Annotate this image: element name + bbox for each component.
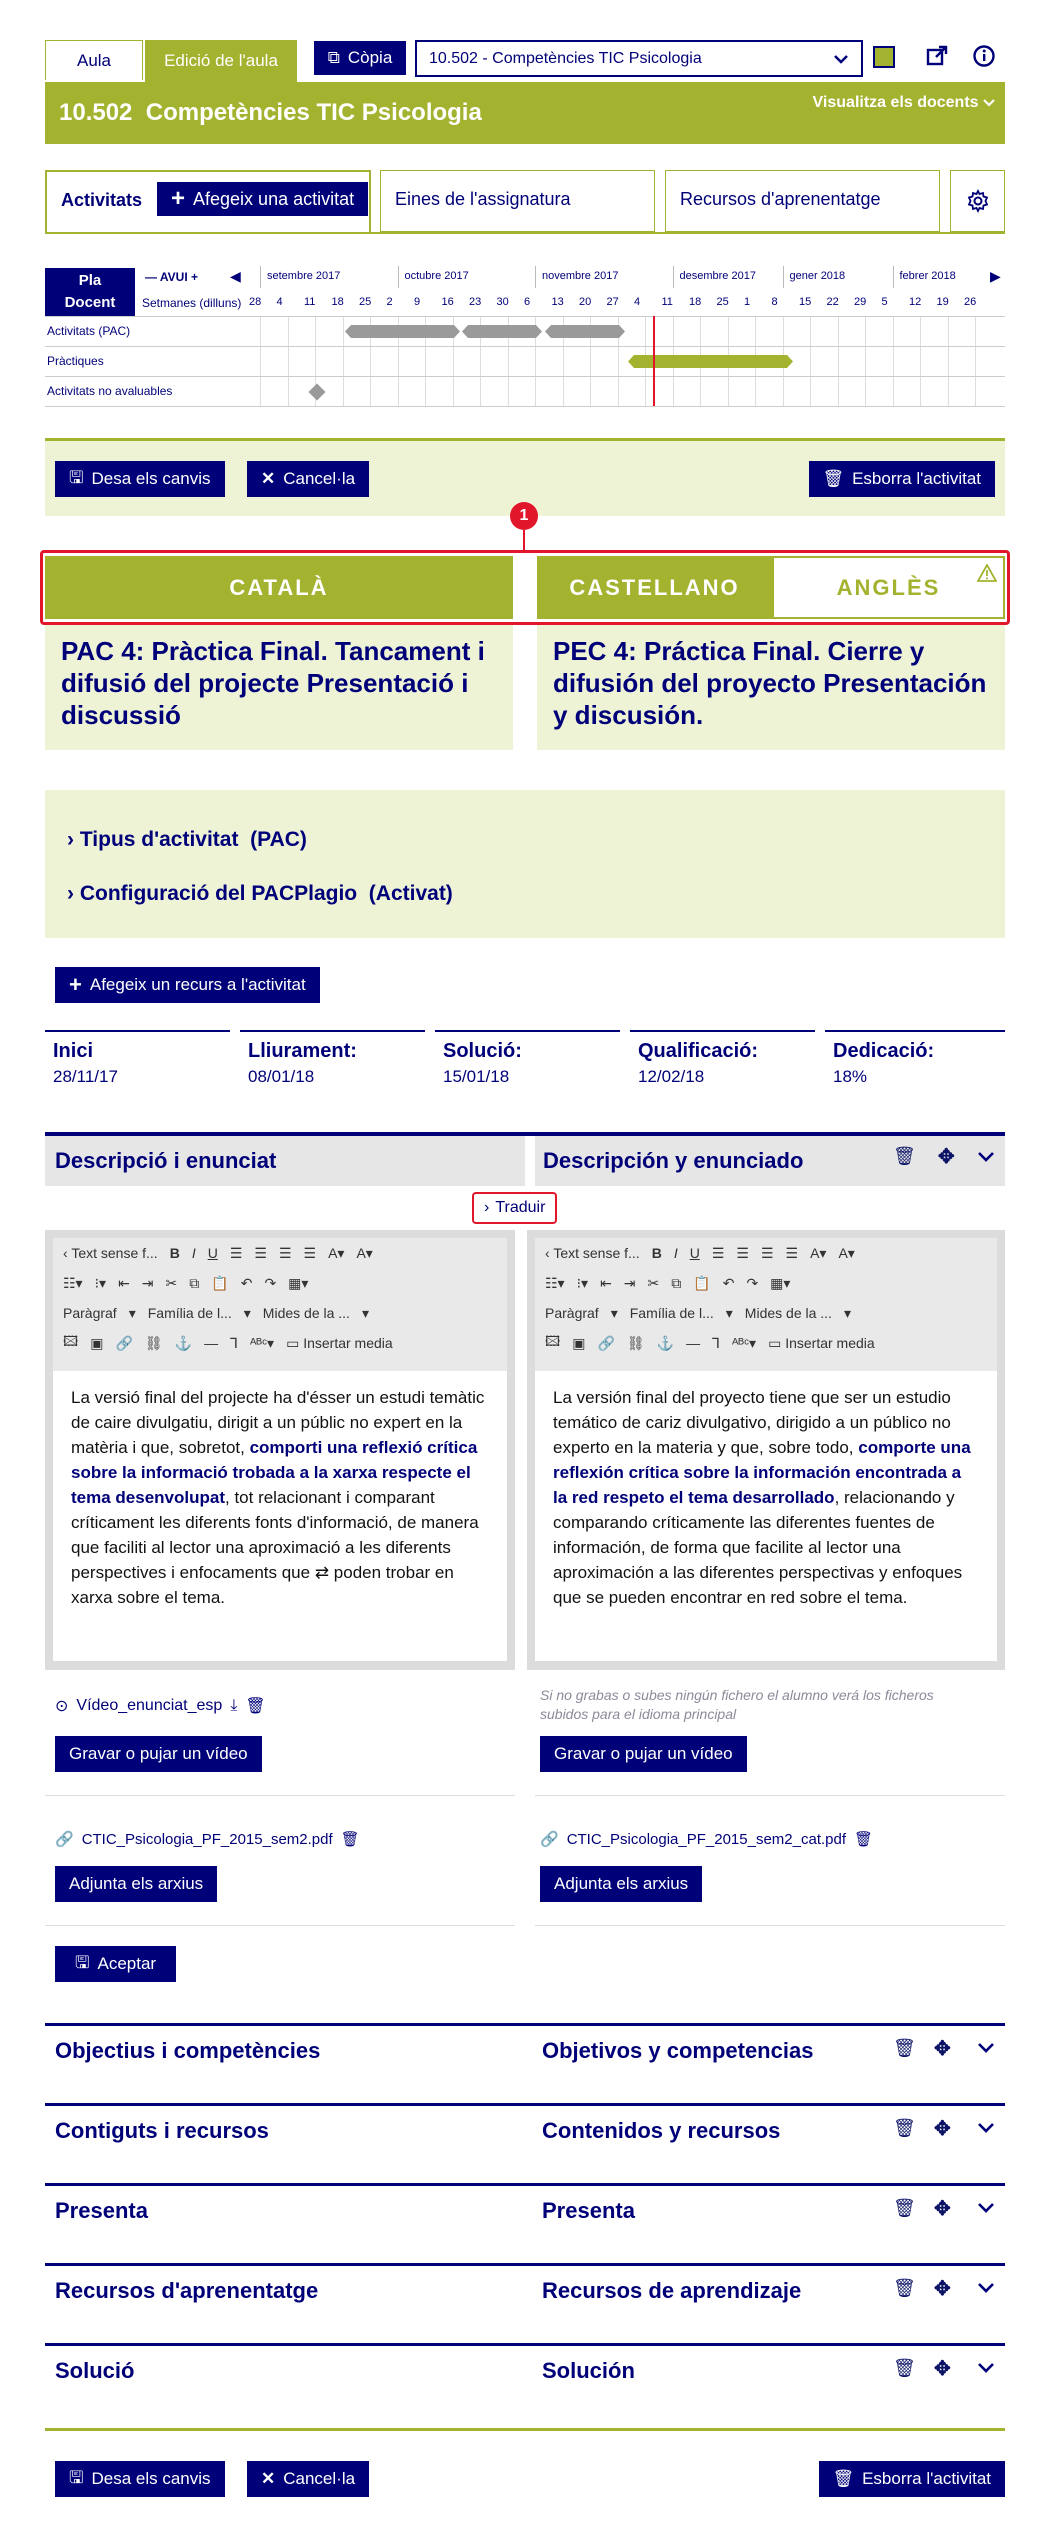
- hr-icon[interactable]: —: [204, 1335, 219, 1351]
- section-title-ca: Recursos d'aprenentatge: [55, 2278, 319, 2303]
- gantt-week: 12: [909, 296, 922, 308]
- gantt-week: 8: [771, 296, 778, 308]
- chevron-down-icon: ▾: [610, 1304, 618, 1321]
- align-left-icon[interactable]: ☰: [229, 1244, 243, 1261]
- editor-ca-frame: [45, 1230, 515, 1670]
- paste-icon[interactable]: 📋: [693, 1274, 711, 1291]
- gear-icon: [966, 189, 990, 213]
- desc-header-es: Descripción y enunciado: [535, 1136, 1005, 1186]
- gantt-week: 18: [689, 296, 702, 308]
- desc-header-ca: Descripció i enunciat: [45, 1136, 525, 1186]
- gantt-week: 13: [551, 296, 564, 308]
- gantt-week: 18: [331, 296, 344, 308]
- section-title-es: Objetivos y competencias: [542, 2038, 814, 2063]
- config-plagio[interactable]: › Configuració del PACPlagio (Activat): [67, 882, 453, 905]
- date-field: [825, 1030, 1005, 1100]
- font-family-select[interactable]: Família de l...: [147, 1305, 232, 1321]
- paragraph-select[interactable]: Paràgraf: [545, 1305, 599, 1321]
- lang-tab-es[interactable]: CASTELLANO: [537, 556, 772, 619]
- add-resource-button[interactable]: + Afegeix un recurs a l'activitat: [55, 967, 320, 1003]
- gantt-week: 16: [441, 296, 454, 308]
- cursor-icon: ⇄: [314, 1563, 330, 1582]
- copy-icon: ⧉: [327, 48, 340, 67]
- gantt-divider: [783, 266, 784, 288]
- title-es-panel: [537, 625, 1005, 750]
- outdent-icon[interactable]: ⇤: [600, 1274, 612, 1291]
- gantt-month: desembre 2017: [679, 270, 756, 282]
- section-title-es: Contenidos y recursos: [542, 2118, 781, 2143]
- gantt-row-label: Activitats (PAC): [47, 324, 131, 338]
- indent-icon[interactable]: ⇥: [623, 1274, 636, 1291]
- warning-icon: [977, 564, 997, 582]
- save-button[interactable]: 🖫 Desa els canvis: [55, 461, 225, 497]
- unlink-icon[interactable]: ⛓: [144, 1334, 163, 1351]
- color-square-button[interactable]: [873, 46, 895, 68]
- accept-button[interactable]: 🖫 Aceptar: [55, 1946, 176, 1982]
- gantt-week: 6: [524, 296, 531, 308]
- gantt-gridline: [920, 316, 921, 406]
- date-field: [630, 1030, 815, 1100]
- record-video-button-es[interactable]: Gravar o pujar un vídeo: [540, 1736, 747, 1772]
- gantt-month: setembre 2017: [267, 270, 341, 282]
- video-file-ca[interactable]: ⊙ Vídeo_enunciat_esp ⤓ 🗑: [55, 1697, 266, 1715]
- chevron-down-icon[interactable]: [977, 1151, 995, 1163]
- view-docents-button[interactable]: Visualitza els docents: [813, 94, 995, 112]
- editor-ca-toolbar: [53, 1238, 507, 1371]
- gantt-rowline: [45, 376, 1005, 377]
- bold-icon[interactable]: B: [651, 1245, 662, 1261]
- section-title-ca: Contiguts i recursos: [55, 2118, 269, 2143]
- attach-file-ca[interactable]: 🔗 CTIC_Psicologia_PF_2015_sem2.pdf 🗑: [55, 1830, 360, 1848]
- highlight-icon[interactable]: A▾: [838, 1244, 855, 1261]
- save-icon: 🖫: [69, 467, 84, 487]
- align-right-icon[interactable]: ☰: [760, 1244, 774, 1261]
- insert-media-button[interactable]: ▭ Insertar media: [768, 1334, 875, 1351]
- tipus-activitat[interactable]: › Tipus d'activitat (PAC): [67, 828, 307, 851]
- divider: [45, 1925, 515, 1926]
- gantt-setmanes: Setmanes (dilluns): [142, 296, 242, 310]
- page-title: 10.502 Competències TIC Psicologia: [59, 99, 482, 126]
- tab-recursos[interactable]: Recursos d'aprenentatge: [665, 170, 940, 232]
- section-row[interactable]: [45, 2023, 1005, 2075]
- font-color-icon[interactable]: A▾: [328, 1244, 345, 1261]
- image-icon[interactable]: 🖾: [545, 1333, 561, 1349]
- date-value[interactable]: 18%: [833, 1067, 868, 1086]
- save-icon: 🖫: [75, 1952, 90, 1972]
- bullet-list-icon[interactable]: ☷▾: [63, 1274, 83, 1291]
- info-icon[interactable]: [972, 44, 998, 70]
- activity-title-ca[interactable]: PAC 4: Pràctica Final. Tancament i difusió del projecte Presentació i discussió: [61, 636, 485, 730]
- chevron-down-icon[interactable]: [977, 2122, 995, 2134]
- date-value[interactable]: 12/02/18: [638, 1067, 705, 1086]
- align-right-icon[interactable]: ☰: [278, 1244, 292, 1261]
- outdent-icon[interactable]: ⇤: [118, 1274, 130, 1291]
- copy-icon[interactable]: ⧉: [189, 1274, 200, 1291]
- copy-icon[interactable]: ⧉: [671, 1274, 682, 1291]
- spellcheck-icon[interactable]: ᴬᴮᶜ▾: [731, 1334, 757, 1351]
- gantt-week: 26: [964, 296, 977, 308]
- gantt-week: 1: [744, 296, 751, 308]
- move-icon[interactable]: ✥: [934, 2118, 951, 2140]
- attach-file-es[interactable]: 🔗 CTIC_Psicologia_PF_2015_sem2_cat.pdf 🗑: [540, 1830, 874, 1848]
- gantt-gridline: [343, 316, 344, 406]
- gantt-bar-pac[interactable]: [462, 325, 542, 338]
- gantt-week: 29: [854, 296, 867, 308]
- date-value[interactable]: 08/01/18: [248, 1067, 315, 1086]
- close-icon: ✕: [261, 2469, 276, 2488]
- chevron-down-icon[interactable]: [977, 2282, 995, 2294]
- gantt-week: 30: [496, 296, 509, 308]
- tab-edicio[interactable]: Edició de l'aula: [145, 40, 297, 82]
- gantt-week: 27: [606, 296, 619, 308]
- trash-icon[interactable]: 🗑: [893, 2198, 916, 2218]
- callout-line: [523, 530, 525, 550]
- trash-icon: 🗑: [832, 2469, 855, 2488]
- trash-icon[interactable]: 🗑: [893, 1146, 916, 1166]
- plus-icon: +: [69, 972, 82, 997]
- action-rule: [45, 2428, 1005, 2431]
- chevron-down-icon: ▾: [725, 1304, 733, 1321]
- title-ca-panel: [45, 625, 513, 750]
- video-note-es: Si no grabas o subes ningún fichero el alumno verá los ficheros subidos para el idioma principal: [540, 1687, 934, 1722]
- download-icon[interactable]: ⤓: [230, 1697, 238, 1714]
- add-activity-button[interactable]: + Afegeix una activitat: [157, 182, 368, 216]
- editor-ca-content[interactable]: La versió final del projecte ha d'ésser un estudi temàtic de caire divulgatiu, dirigit a un públic no expert en la matèria i que, sobretot, comporti una reflexió crítica sobre la informació trobada a la xarxa respecte el tema desenvolupat, tot relacionant i comparant críticament les diferents fonts d'informació, de manera que faciliti al lector una aproximació a les diferents perspectives i enfocaments que ⇄ poden trobar en xarxa sobre el tema.: [53, 1371, 507, 1661]
- delete-activity-button-bottom[interactable]: 🗑 Esborra l'activitat: [819, 2461, 1006, 2497]
- align-left-icon[interactable]: ☰: [711, 1244, 725, 1261]
- gantt-week: 28: [249, 296, 262, 308]
- underline-icon[interactable]: U: [689, 1245, 700, 1261]
- trash-icon[interactable]: 🗑: [893, 2038, 916, 2058]
- divider: [45, 1795, 515, 1796]
- move-icon[interactable]: ✥: [934, 2198, 951, 2220]
- date-field: [240, 1030, 425, 1100]
- link-icon: 🔗: [540, 1831, 559, 1848]
- trash-icon[interactable]: 🗑: [893, 2278, 916, 2298]
- gantt-bar-pac[interactable]: [345, 325, 460, 338]
- gantt-bar-pac[interactable]: [545, 325, 625, 338]
- gantt: [45, 262, 1005, 412]
- gantt-rowline: [45, 346, 1005, 347]
- date-field: [45, 1030, 230, 1100]
- gantt-row-label: Pràctiques: [47, 354, 104, 368]
- gantt-month: febrer 2018: [899, 270, 956, 282]
- cancel-button-bottom[interactable]: ✕ Cancel·la: [247, 2461, 369, 2497]
- section-title-es: Recursos de aprendizaje: [542, 2278, 802, 2303]
- justify-icon[interactable]: ☰: [785, 1244, 799, 1261]
- justify-icon[interactable]: ☰: [303, 1244, 317, 1261]
- gantt-row-label: Activitats no avaluables: [47, 384, 173, 398]
- gantt-week: 9: [414, 296, 421, 308]
- unlink-icon[interactable]: ⛓: [626, 1334, 645, 1351]
- gantt-week: 19: [936, 296, 949, 308]
- image-icon[interactable]: 🖾: [63, 1333, 79, 1349]
- link-icon[interactable]: 🔗: [597, 1334, 615, 1351]
- copy-button[interactable]: ⧉ Còpia: [314, 41, 406, 75]
- header-bar: [45, 82, 1005, 144]
- record-video-button-ca[interactable]: Gravar o pujar un vídeo: [55, 1736, 262, 1772]
- lang-tab-en[interactable]: ANGLÈS: [772, 556, 1005, 619]
- redo-icon[interactable]: ↷: [264, 1274, 277, 1291]
- tab-underline: [45, 232, 1005, 234]
- gantt-gridline: [838, 316, 839, 406]
- delete-activity-button[interactable]: 🗑 Esborra l'activitat: [809, 461, 996, 497]
- gantt-gridline: [975, 316, 976, 406]
- gantt-next-icon[interactable]: ▶: [990, 268, 1001, 284]
- underline-icon[interactable]: U: [207, 1245, 218, 1261]
- date-label: Lliurament:: [248, 1040, 357, 1062]
- section-title-ca: Objectius i competències: [55, 2038, 321, 2063]
- gantt-week: 4: [276, 296, 283, 308]
- editor-es-frame: [527, 1230, 1005, 1670]
- gantt-gridline: [948, 316, 949, 406]
- text-style-select[interactable]: ‹ Text sense f...: [545, 1245, 640, 1261]
- chevron-down-icon[interactable]: [977, 2042, 995, 2054]
- section-title-es: Presenta: [542, 2198, 635, 2223]
- move-icon[interactable]: ✥: [934, 2358, 951, 2380]
- chevron-down-icon: ▾: [843, 1304, 851, 1321]
- font-color-icon[interactable]: A▾: [810, 1244, 827, 1261]
- font-size-select[interactable]: Mides de la ...: [262, 1305, 350, 1321]
- chevron-down-icon[interactable]: [977, 2362, 995, 2374]
- move-icon[interactable]: ✥: [937, 1146, 955, 1168]
- settings-button[interactable]: [950, 170, 1005, 232]
- anchor-icon[interactable]: ⚓: [174, 1334, 193, 1351]
- chevron-down-icon: [833, 53, 849, 65]
- attach-button-ca[interactable]: Adjunta els arxius: [55, 1866, 217, 1902]
- chevron-down-icon: ▾: [243, 1304, 251, 1321]
- font-family-select[interactable]: Família de l...: [629, 1305, 714, 1321]
- section-row[interactable]: [45, 2263, 1005, 2315]
- cut-icon[interactable]: ✂: [647, 1274, 660, 1291]
- attach-button-es[interactable]: Adjunta els arxius: [540, 1866, 702, 1902]
- text-style-select[interactable]: ‹ Text sense f...: [63, 1245, 158, 1261]
- gantt-milestone[interactable]: [309, 384, 326, 401]
- number-list-icon[interactable]: ⁝▾: [94, 1274, 107, 1291]
- pla-docent: Pla Docent: [45, 268, 135, 316]
- translate-button[interactable]: › Traduir: [472, 1192, 557, 1224]
- bullet-list-icon[interactable]: ☷▾: [545, 1274, 565, 1291]
- gantt-week: 5: [881, 296, 888, 308]
- gantt-week: 4: [634, 296, 641, 308]
- date-label: Inici: [53, 1040, 94, 1062]
- gantt-rowline: [45, 406, 1005, 407]
- paragraph-select[interactable]: Paràgraf: [63, 1305, 117, 1321]
- align-center-icon[interactable]: ☰: [736, 1244, 749, 1261]
- section-row[interactable]: [45, 2183, 1005, 2235]
- chevron-down-icon: ▾: [128, 1304, 136, 1321]
- callout-badge: 1: [510, 502, 538, 530]
- editor-es-content[interactable]: La versión final del proyecto tiene que ser un estudio temático de cariz divulgativo, dirigido a un público no experto en la materia y que, sobre todo, comporte una reflexión crítica sobre la información encontrada a la red respeto el tema desarrollado, relacionando y comparando críticamente las diferentes fuentes de información, de forma que facilite al lector una aproximación a las diferentes perspectivas y enfoques que se pueden encontrar en red sobre el tema.: [535, 1371, 997, 1661]
- gantt-week: 15: [799, 296, 812, 308]
- editor-es-toolbar: [535, 1238, 997, 1371]
- gantt-divider: [673, 266, 674, 288]
- plus-icon: +: [171, 185, 186, 212]
- section-title-es: Solución: [542, 2358, 635, 2383]
- gantt-gridline: [810, 316, 811, 406]
- cut-icon[interactable]: ✂: [165, 1274, 178, 1291]
- video-icon[interactable]: ▣: [90, 1334, 104, 1351]
- divider: [535, 1925, 1005, 1926]
- chevron-down-icon[interactable]: [977, 2202, 995, 2214]
- tab-eines[interactable]: Eines de l'assignatura: [380, 170, 655, 232]
- align-center-icon[interactable]: ☰: [254, 1244, 267, 1261]
- section-title-ca: Presenta: [55, 2198, 148, 2223]
- gantt-week: 23: [469, 296, 482, 308]
- tab-activitats[interactable]: Activitats + Afegeix una activitat: [45, 170, 371, 232]
- external-link-icon[interactable]: [925, 44, 951, 70]
- save-button-bottom[interactable]: 🖫 Desa els canvis: [55, 2461, 225, 2497]
- highlight-icon[interactable]: A▾: [356, 1244, 373, 1261]
- anchor-icon[interactable]: ⚓: [656, 1334, 675, 1351]
- gantt-week: 22: [826, 296, 839, 308]
- gantt-week: 11: [661, 296, 673, 308]
- gantt-divider: [398, 266, 399, 288]
- redo-icon[interactable]: ↷: [746, 1274, 759, 1291]
- video-icon[interactable]: ▣: [572, 1334, 586, 1351]
- gantt-divider: [893, 266, 894, 288]
- link-icon: 🔗: [55, 1831, 74, 1848]
- save-icon: 🖫: [69, 2467, 84, 2487]
- trash-icon[interactable]: 🗑: [340, 1831, 360, 1848]
- gantt-divider: [260, 266, 261, 288]
- gantt-month: novembre 2017: [542, 270, 619, 282]
- move-icon[interactable]: ✥: [934, 2038, 951, 2060]
- date-label: Qualificació:: [638, 1040, 759, 1062]
- activity-title-es[interactable]: PEC 4: Práctica Final. Cierre y difusión del proyecto Presentación y discusión.: [553, 636, 987, 730]
- lang-tab-ca[interactable]: CATALÀ: [45, 556, 513, 619]
- move-icon[interactable]: ✥: [934, 2278, 951, 2300]
- hr-icon[interactable]: —: [686, 1335, 701, 1351]
- gantt-week: 25: [716, 296, 729, 308]
- gantt-divider: [535, 266, 536, 288]
- spellcheck-icon[interactable]: ᴬᴮᶜ▾: [249, 1334, 275, 1351]
- date-value[interactable]: 28/11/17: [53, 1067, 118, 1086]
- insert-media-button[interactable]: ▭ Insertar media: [286, 1334, 393, 1351]
- trash-icon[interactable]: 🗑: [893, 2358, 916, 2378]
- gantt-week: 20: [579, 296, 592, 308]
- clear-format-icon[interactable]: Ꞁ: [712, 1334, 720, 1351]
- gantt-week: 11: [304, 296, 316, 308]
- bold-icon[interactable]: B: [169, 1245, 180, 1261]
- gantt-month: octubre 2017: [404, 270, 469, 282]
- close-icon: ✕: [261, 469, 276, 488]
- gantt-gridline: [893, 316, 894, 406]
- gantt-week: 2: [386, 296, 393, 308]
- undo-icon[interactable]: ↶: [722, 1274, 735, 1291]
- undo-icon[interactable]: ↶: [240, 1274, 253, 1291]
- date-label: Solució:: [443, 1040, 522, 1062]
- trash-icon[interactable]: 🗑: [245, 1698, 266, 1715]
- section-title-ca: Solució: [55, 2358, 135, 2383]
- table-icon[interactable]: ▦▾: [770, 1274, 791, 1291]
- gantt-gridline: [288, 316, 289, 406]
- trash-icon[interactable]: 🗑: [893, 2118, 916, 2138]
- divider: [535, 1795, 1005, 1796]
- tab-aula[interactable]: Aula: [45, 40, 143, 80]
- gantt-gridline: [260, 316, 261, 406]
- font-size-select[interactable]: Mides de la ...: [744, 1305, 832, 1321]
- gantt-rowline: [45, 316, 1005, 317]
- italic-icon[interactable]: I: [191, 1245, 196, 1261]
- chevron-down-icon: [983, 98, 995, 107]
- paste-icon[interactable]: 📋: [211, 1274, 229, 1291]
- config-panel: [45, 790, 1005, 938]
- trash-icon: 🗑: [822, 469, 845, 488]
- desc-header-icons: [893, 1144, 995, 1169]
- link-icon[interactable]: 🔗: [115, 1334, 133, 1351]
- date-value[interactable]: 15/01/18: [443, 1067, 510, 1086]
- gantt-prev-icon[interactable]: ◀: [230, 268, 241, 284]
- chevron-down-icon: ▾: [361, 1304, 369, 1321]
- gantt-week: 25: [359, 296, 372, 308]
- subject-select[interactable]: 10.502 - Competències TIC Psicologia: [415, 40, 863, 77]
- cancel-button[interactable]: ✕ Cancel·la: [247, 461, 369, 497]
- gantt-today-line: [653, 316, 655, 406]
- play-icon: ⊙: [55, 1698, 69, 1715]
- section-row[interactable]: [45, 2103, 1005, 2155]
- date-label: Dedicació:: [833, 1040, 935, 1062]
- gantt-avui[interactable]: — AVUI +: [145, 270, 199, 284]
- section-row[interactable]: [45, 2343, 1005, 2395]
- gantt-gridline: [865, 316, 866, 406]
- italic-icon[interactable]: I: [673, 1245, 678, 1261]
- indent-icon[interactable]: ⇥: [141, 1274, 154, 1291]
- number-list-icon[interactable]: ⁝▾: [576, 1274, 589, 1291]
- trash-icon[interactable]: 🗑: [854, 1831, 874, 1848]
- date-field: [435, 1030, 620, 1100]
- clear-format-icon[interactable]: Ꞁ: [230, 1334, 238, 1351]
- gantt-month: gener 2018: [789, 270, 846, 282]
- table-icon[interactable]: ▦▾: [288, 1274, 309, 1291]
